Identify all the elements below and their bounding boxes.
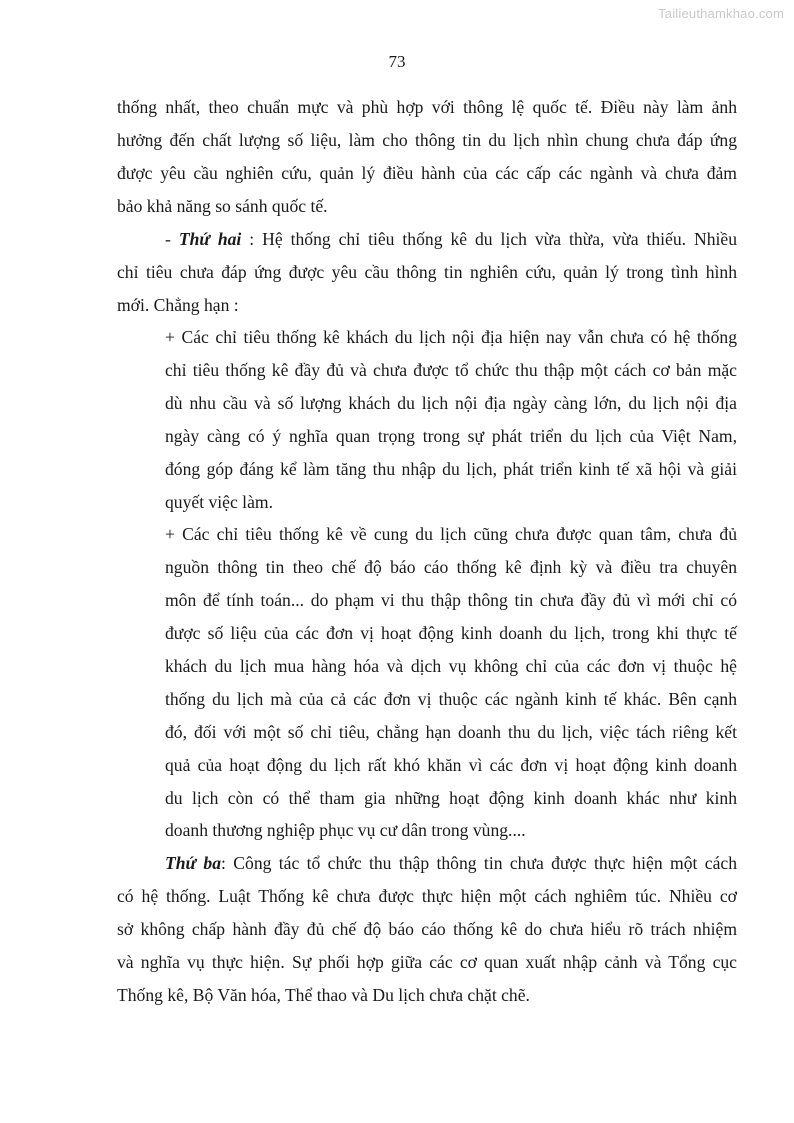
heading-thu-ba: Thứ ba [165,853,222,873]
text-line: đóng góp đáng kể làm tăng thu nhập du lịch, phát triển kinh tế xã hội và giải [165,459,737,479]
text-line: chỉ tiêu thống kê đầy đủ và chưa được tổ chức thu thập một cách cơ bản mặc [165,360,737,380]
text-line: + Các chỉ tiêu thống kê khách du lịch nội địa hiện nay vẫn chưa có hệ thống [165,327,737,347]
text-line: Thống kê, Bộ Văn hóa, Thể thao và Du lịch chưa chặt chẽ. [117,985,530,1005]
text-line: quả của hoạt động du lịch rất khó khăn vì các đơn vị hoạt động kinh doanh [165,755,737,775]
page-number: 73 [388,52,406,71]
text-line: du lịch còn có thể tham gia những hoạt động kinh doanh khác như kinh [165,788,737,808]
text-line: sở không chấp hành đầy đủ chế độ báo cáo thống kê do chưa hiểu rõ trách nhiệm [117,919,737,939]
text-line: quyết việc làm. [165,492,273,512]
text-line: bảo khả năng so sánh quốc tế. [117,196,328,216]
dash-prefix: - [165,229,179,249]
text-line: mới. Chẳng hạn : [117,295,239,315]
heading-thu-hai: Thứ hai [178,229,242,249]
text-line: được yêu cầu nghiên cứu, quản lý điều hành của các cấp các ngành và chưa đảm [117,163,737,183]
text-line: thống nhất, theo chuẩn mực và phù hợp với thông lệ quốc tế. Điều này làm ảnh [117,97,737,117]
text-line: thống du lịch mà của cả các đơn vị thuộc các ngành kinh tế khác. Bên cạnh [165,689,737,709]
text-segment: : Công tác tổ chức thu thập thông tin chưa được thực hiện một cách [221,853,737,873]
text-line: được số liệu của các đơn vị hoạt động kinh doanh du lịch, trong khi thực tế [165,623,737,643]
text-line [165,853,737,873]
text-line [165,229,737,249]
watermark: Tailieuthamkhao.com [658,6,784,21]
text-line: hưởng đến chất lượng số liệu, làm cho thông tin du lịch nhìn chung chưa đáp ứng [117,130,737,150]
text-line: + Các chỉ tiêu thống kê về cung du lịch cũng chưa được quan tâm, chưa đủ [165,524,737,544]
text-line: chỉ tiêu chưa đáp ứng được yêu cầu thông tin nghiên cứu, quản lý trong tình hình [117,262,737,282]
text-line: ngày càng có ý nghĩa quan trọng trong sự phát triển du lịch của Việt Nam, [165,426,737,446]
text-segment: : Hệ thống chỉ tiêu thống kê du lịch vừa thừa, vừa thiếu. Nhiều [241,229,737,249]
text-line: có hệ thống. Luật Thống kê chưa được thực hiện một cách nghiêm túc. Nhiều cơ [117,886,737,906]
text-line: dù nhu cầu và số lượng khách du lịch nội địa ngày càng lớn, du lịch nội địa [165,393,737,413]
text-line: và nghĩa vụ thực hiện. Sự phối hợp giữa các cơ quan xuất nhập cảnh và Tổng cục [117,952,737,972]
text-line: môn để tính toán... do phạm vi thu thập thông tin chưa đầy đủ vì mới chỉ có [165,590,737,610]
text-line: nguồn thông tin theo chế độ báo cáo thống kê định kỳ và điều tra chuyên [165,557,737,577]
text-line: đó, đối với một số chỉ tiêu, chẳng hạn doanh thu du lịch, việc tách riêng kết [165,722,737,742]
text-line: khách du lịch mua hàng hóa và dịch vụ không chỉ của các đơn vị thuộc hệ [165,656,737,676]
text-line: doanh thương nghiệp phục vụ cư dân trong vùng.... [165,820,526,840]
